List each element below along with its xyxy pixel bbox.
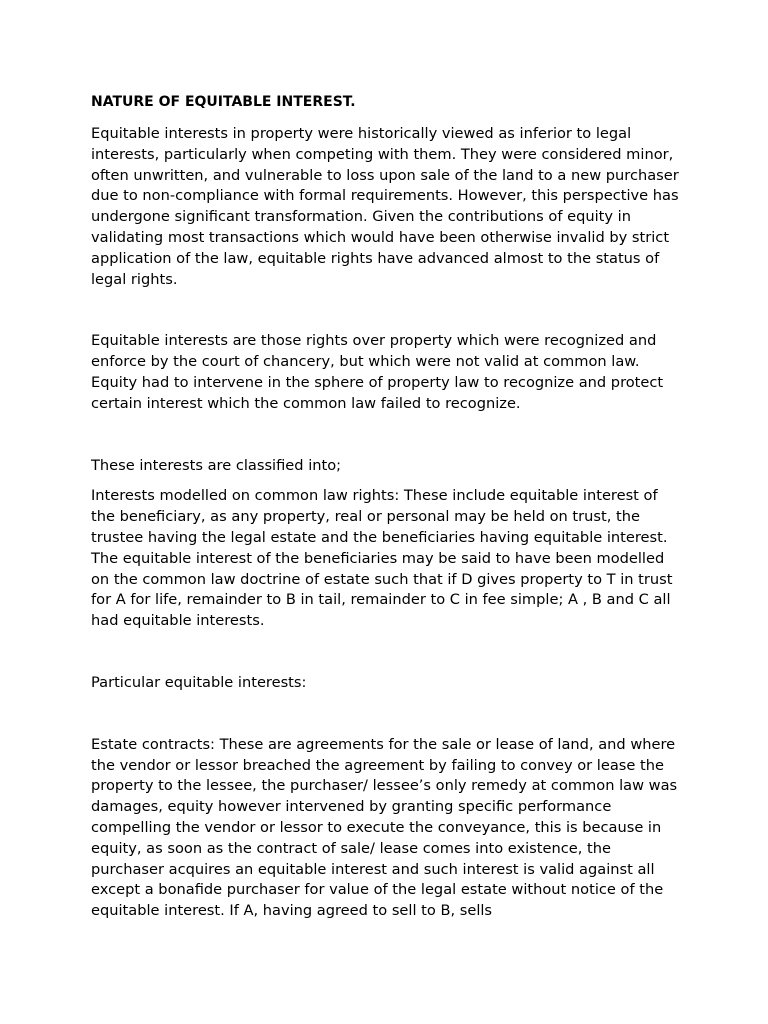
paragraph-historical-view: Equitable interests in property were historically viewed as inferior to legal interests, particularly when competing with them. They were considered minor, often unwritten, and vulnerable to loss upon sale of the land to a new purchaser due to non-compliance with formal requirements. However, this perspective has undergone significant transformation. Given the contributions of equity in validating most transactions which would have been otherwise invalid by strict application of the law, equitable rights have advanced almost to the status of legal rights.	[91, 125, 679, 288]
paragraph-estate-contracts: Estate contracts: These are agreements for the sale or lease of land, and where the vendor or lessor breached the agreement by failing to convey or lease the property to the lessee, the purchaser/ lessee’s only remedy at common law was damages, equity however intervened by granting specific performance compelling the vendor or lessor to execute the conveyance, this is because in equity, as soon as the contract of sale/ lease comes into existence, the purchaser acquires an equitable interest and such interest is valid against all except a bonafide purchaser for value of the legal estate without notice of the equitable interest. If A, having agreed to sell to B, sells	[91, 735, 678, 920]
paragraph-common-law-interests: Interests modelled on common law rights: These include equitable interest of the beneficiary, as any property, real or personal may be held on trust, the trustee having the legal estate and the beneficiaries having equitable interest. The equitable interest of the beneficiaries may be said to have been modelled on the common law doctrine of estate such that if D gives property to T in trust for A for life, remainder to B in tail, remainder to C in fee simple; A , B and C all had equitable interests.	[91, 487, 673, 630]
paragraph-classification-intro: These interests are classified into;	[91, 456, 342, 474]
document-heading: NATURE OF EQUITABLE INTEREST.	[91, 94, 356, 110]
paragraph-particular-interests: Particular equitable interests:	[91, 673, 307, 691]
document-body	[91, 94, 681, 922]
paragraph-spacer	[91, 290, 681, 331]
paragraph-spacer	[91, 632, 681, 673]
paragraph-spacer	[91, 415, 681, 456]
paragraph-spacer	[91, 476, 681, 486]
paragraph-definition: Equitable interests are those rights over property which were recognized and enforce by the court of chancery, but which were not valid at common law. Equity had to intervene in the sphere of property law to recognize and protect certain interest which the common law failed to recognize.	[91, 332, 664, 412]
paragraph-spacer	[91, 694, 681, 735]
